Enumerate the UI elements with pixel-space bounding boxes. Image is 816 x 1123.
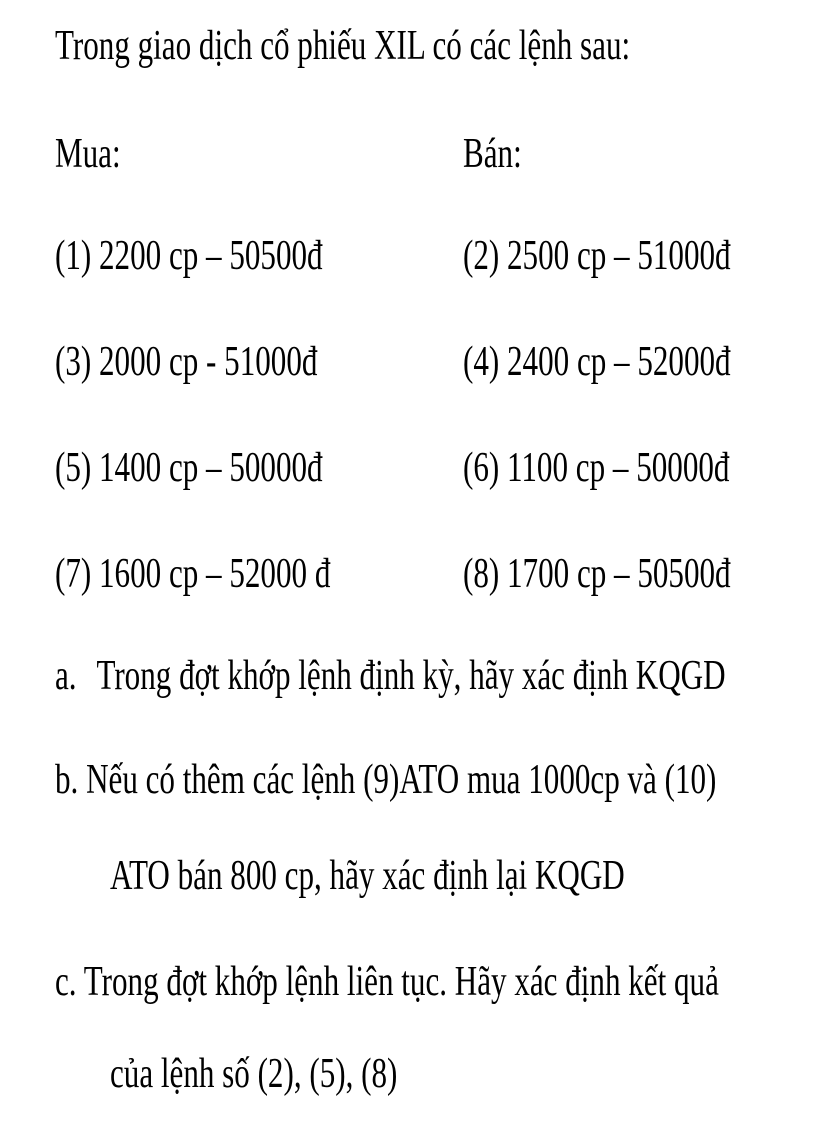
- buy-heading: Mua:: [55, 131, 121, 177]
- buy-order-5: (5) 1400 cp – 50000đ: [55, 445, 323, 491]
- question-b-line-1: b. Nếu có thêm các lệnh (9)ATO mua 1000cp và (10): [55, 757, 717, 803]
- sell-order-6: (6) 1100 cp – 50000đ: [463, 445, 730, 491]
- buy-order-7: (7) 1600 cp – 52000 đ: [55, 551, 331, 597]
- question-a-text: Trong đợt khớp lệnh định kỳ, hãy xác định KQGD: [96, 653, 726, 699]
- sell-heading: Bán:: [463, 131, 522, 177]
- sell-order-4: (4) 2400 cp – 52000đ: [463, 339, 731, 385]
- sell-order-2: (2) 2500 cp – 51000đ: [463, 233, 731, 279]
- sell-order-8: (8) 1700 cp – 50500đ: [463, 551, 731, 597]
- question-a-label: a.: [55, 653, 77, 699]
- question-c-line-2: của lệnh số (2), (5), (8): [110, 1051, 398, 1097]
- question-a: [55, 652, 726, 700]
- question-c-line-1: c. Trong đợt khớp lệnh liên tục. Hãy xác định kết quả: [55, 959, 719, 1005]
- buy-order-1: (1) 2200 cp – 50500đ: [55, 233, 323, 279]
- question-b-line-2: ATO bán 800 cp, hãy xác định lại KQGD: [110, 853, 625, 899]
- buy-order-3: (3) 2000 cp - 51000đ: [55, 339, 318, 385]
- intro-text: Trong giao dịch cổ phiếu XIL có các lệnh sau:: [55, 23, 631, 69]
